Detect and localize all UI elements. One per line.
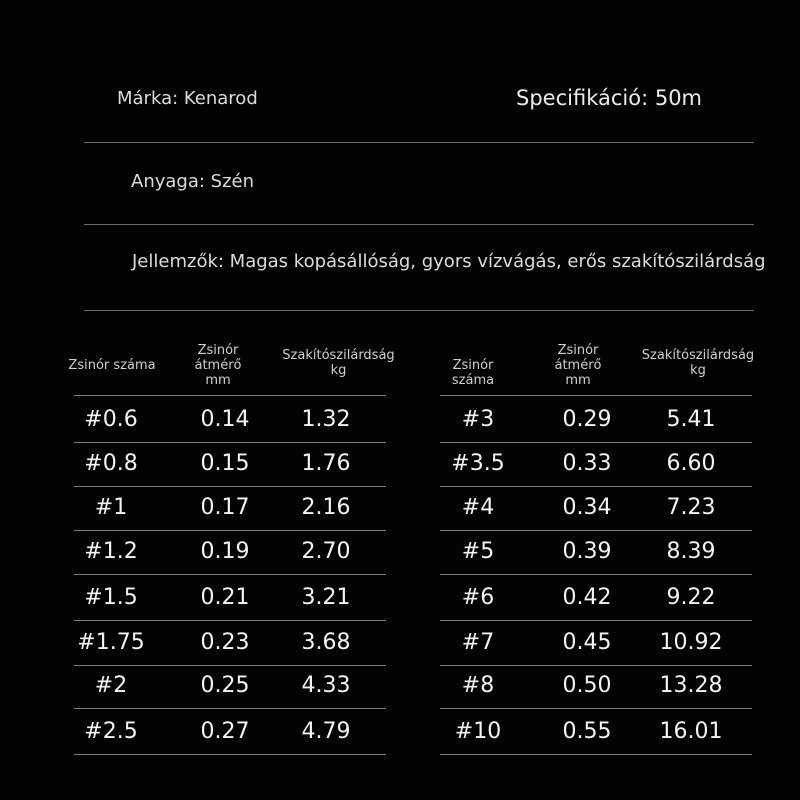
cell-diameter: 0.19 [200, 539, 250, 564]
cell-diameter: 0.25 [200, 673, 250, 698]
cell-line-number: #10 [454, 719, 502, 744]
cell-breaking-strength: 3.21 [301, 585, 351, 610]
cell-breaking-strength: 8.39 [666, 539, 716, 564]
cell-breaking-strength: 5.41 [666, 407, 716, 432]
table-row [66, 576, 396, 620]
material-label: Anyaga: Szén [131, 171, 255, 192]
cell-diameter: 0.27 [200, 719, 250, 744]
brand-label: Márka: Kenarod [117, 88, 258, 109]
cell-diameter: 0.14 [200, 407, 250, 432]
header-breaking-strength: Szakítószilárdság kg [641, 348, 755, 378]
table-row [430, 664, 760, 708]
cell-diameter: 0.15 [200, 451, 250, 476]
cell-breaking-strength: 2.70 [301, 539, 351, 564]
cell-diameter: 0.23 [200, 630, 250, 655]
table-row [430, 486, 760, 530]
row-divider [440, 754, 752, 755]
cell-diameter: 0.55 [562, 719, 612, 744]
cell-line-number: #0.8 [84, 451, 138, 476]
header-line-number: Zsinór száma [451, 358, 495, 388]
table-row [430, 398, 760, 442]
row-divider [74, 395, 386, 396]
cell-line-number: #3.5 [451, 451, 505, 476]
table-row [66, 664, 396, 708]
table-row [430, 442, 760, 486]
cell-breaking-strength: 1.76 [301, 451, 351, 476]
row-divider [440, 574, 752, 575]
spec-label: Specifikáció: 50m [516, 86, 703, 110]
cell-line-number: #1.2 [84, 539, 138, 564]
table-row [66, 710, 396, 754]
divider [84, 224, 754, 225]
cell-breaking-strength: 6.60 [666, 451, 716, 476]
cell-breaking-strength: 13.28 [659, 673, 723, 698]
cell-line-number: #2 [94, 673, 128, 698]
cell-breaking-strength: 1.32 [301, 407, 351, 432]
table-row [66, 621, 396, 665]
cell-diameter: 0.45 [562, 630, 612, 655]
cell-line-number: #1.5 [84, 585, 138, 610]
table-row [66, 530, 396, 574]
table-row [430, 530, 760, 574]
cell-diameter: 0.33 [562, 451, 612, 476]
header-line-number: Zsinór száma [68, 358, 156, 373]
cell-line-number: #3 [461, 407, 495, 432]
cell-breaking-strength: 3.68 [301, 630, 351, 655]
cell-breaking-strength: 4.79 [301, 719, 351, 744]
cell-diameter: 0.42 [562, 585, 612, 610]
cell-line-number: #5 [461, 539, 495, 564]
cell-breaking-strength: 7.23 [666, 495, 716, 520]
cell-diameter: 0.34 [562, 495, 612, 520]
cell-diameter: 0.17 [200, 495, 250, 520]
cell-diameter: 0.39 [562, 539, 612, 564]
table-row [430, 621, 760, 665]
row-divider [74, 754, 386, 755]
row-divider [440, 708, 752, 709]
row-divider [440, 395, 752, 396]
divider [84, 310, 754, 311]
cell-breaking-strength: 4.33 [301, 673, 351, 698]
cell-line-number: #1 [94, 495, 128, 520]
table-row [430, 710, 760, 754]
row-divider [74, 574, 386, 575]
cell-line-number: #7 [461, 630, 495, 655]
table-row [66, 398, 396, 442]
divider [84, 142, 754, 143]
cell-line-number: #4 [461, 495, 495, 520]
cell-line-number: #6 [461, 585, 495, 610]
cell-diameter: 0.29 [562, 407, 612, 432]
cell-line-number: #0.6 [84, 407, 138, 432]
header-diameter: Zsinór átmérő mm [194, 343, 242, 388]
header-diameter: Zsinór átmérő mm [554, 343, 602, 388]
cell-line-number: #2.5 [84, 719, 138, 744]
header-breaking-strength: Szakítószilárdság kg [282, 348, 395, 378]
features-label: Jellemzők: Magas kopásállóság, gyors vízvágás, erős szakítószilárdság [132, 251, 766, 272]
row-divider [74, 708, 386, 709]
table-row [66, 442, 396, 486]
cell-breaking-strength: 16.01 [659, 719, 723, 744]
table-row [430, 576, 760, 620]
cell-line-number: #1.75 [77, 630, 145, 655]
cell-breaking-strength: 9.22 [666, 585, 716, 610]
cell-breaking-strength: 2.16 [301, 495, 351, 520]
cell-breaking-strength: 10.92 [659, 630, 723, 655]
cell-line-number: #8 [461, 673, 495, 698]
cell-diameter: 0.21 [200, 585, 250, 610]
table-row [66, 486, 396, 530]
cell-diameter: 0.50 [562, 673, 612, 698]
